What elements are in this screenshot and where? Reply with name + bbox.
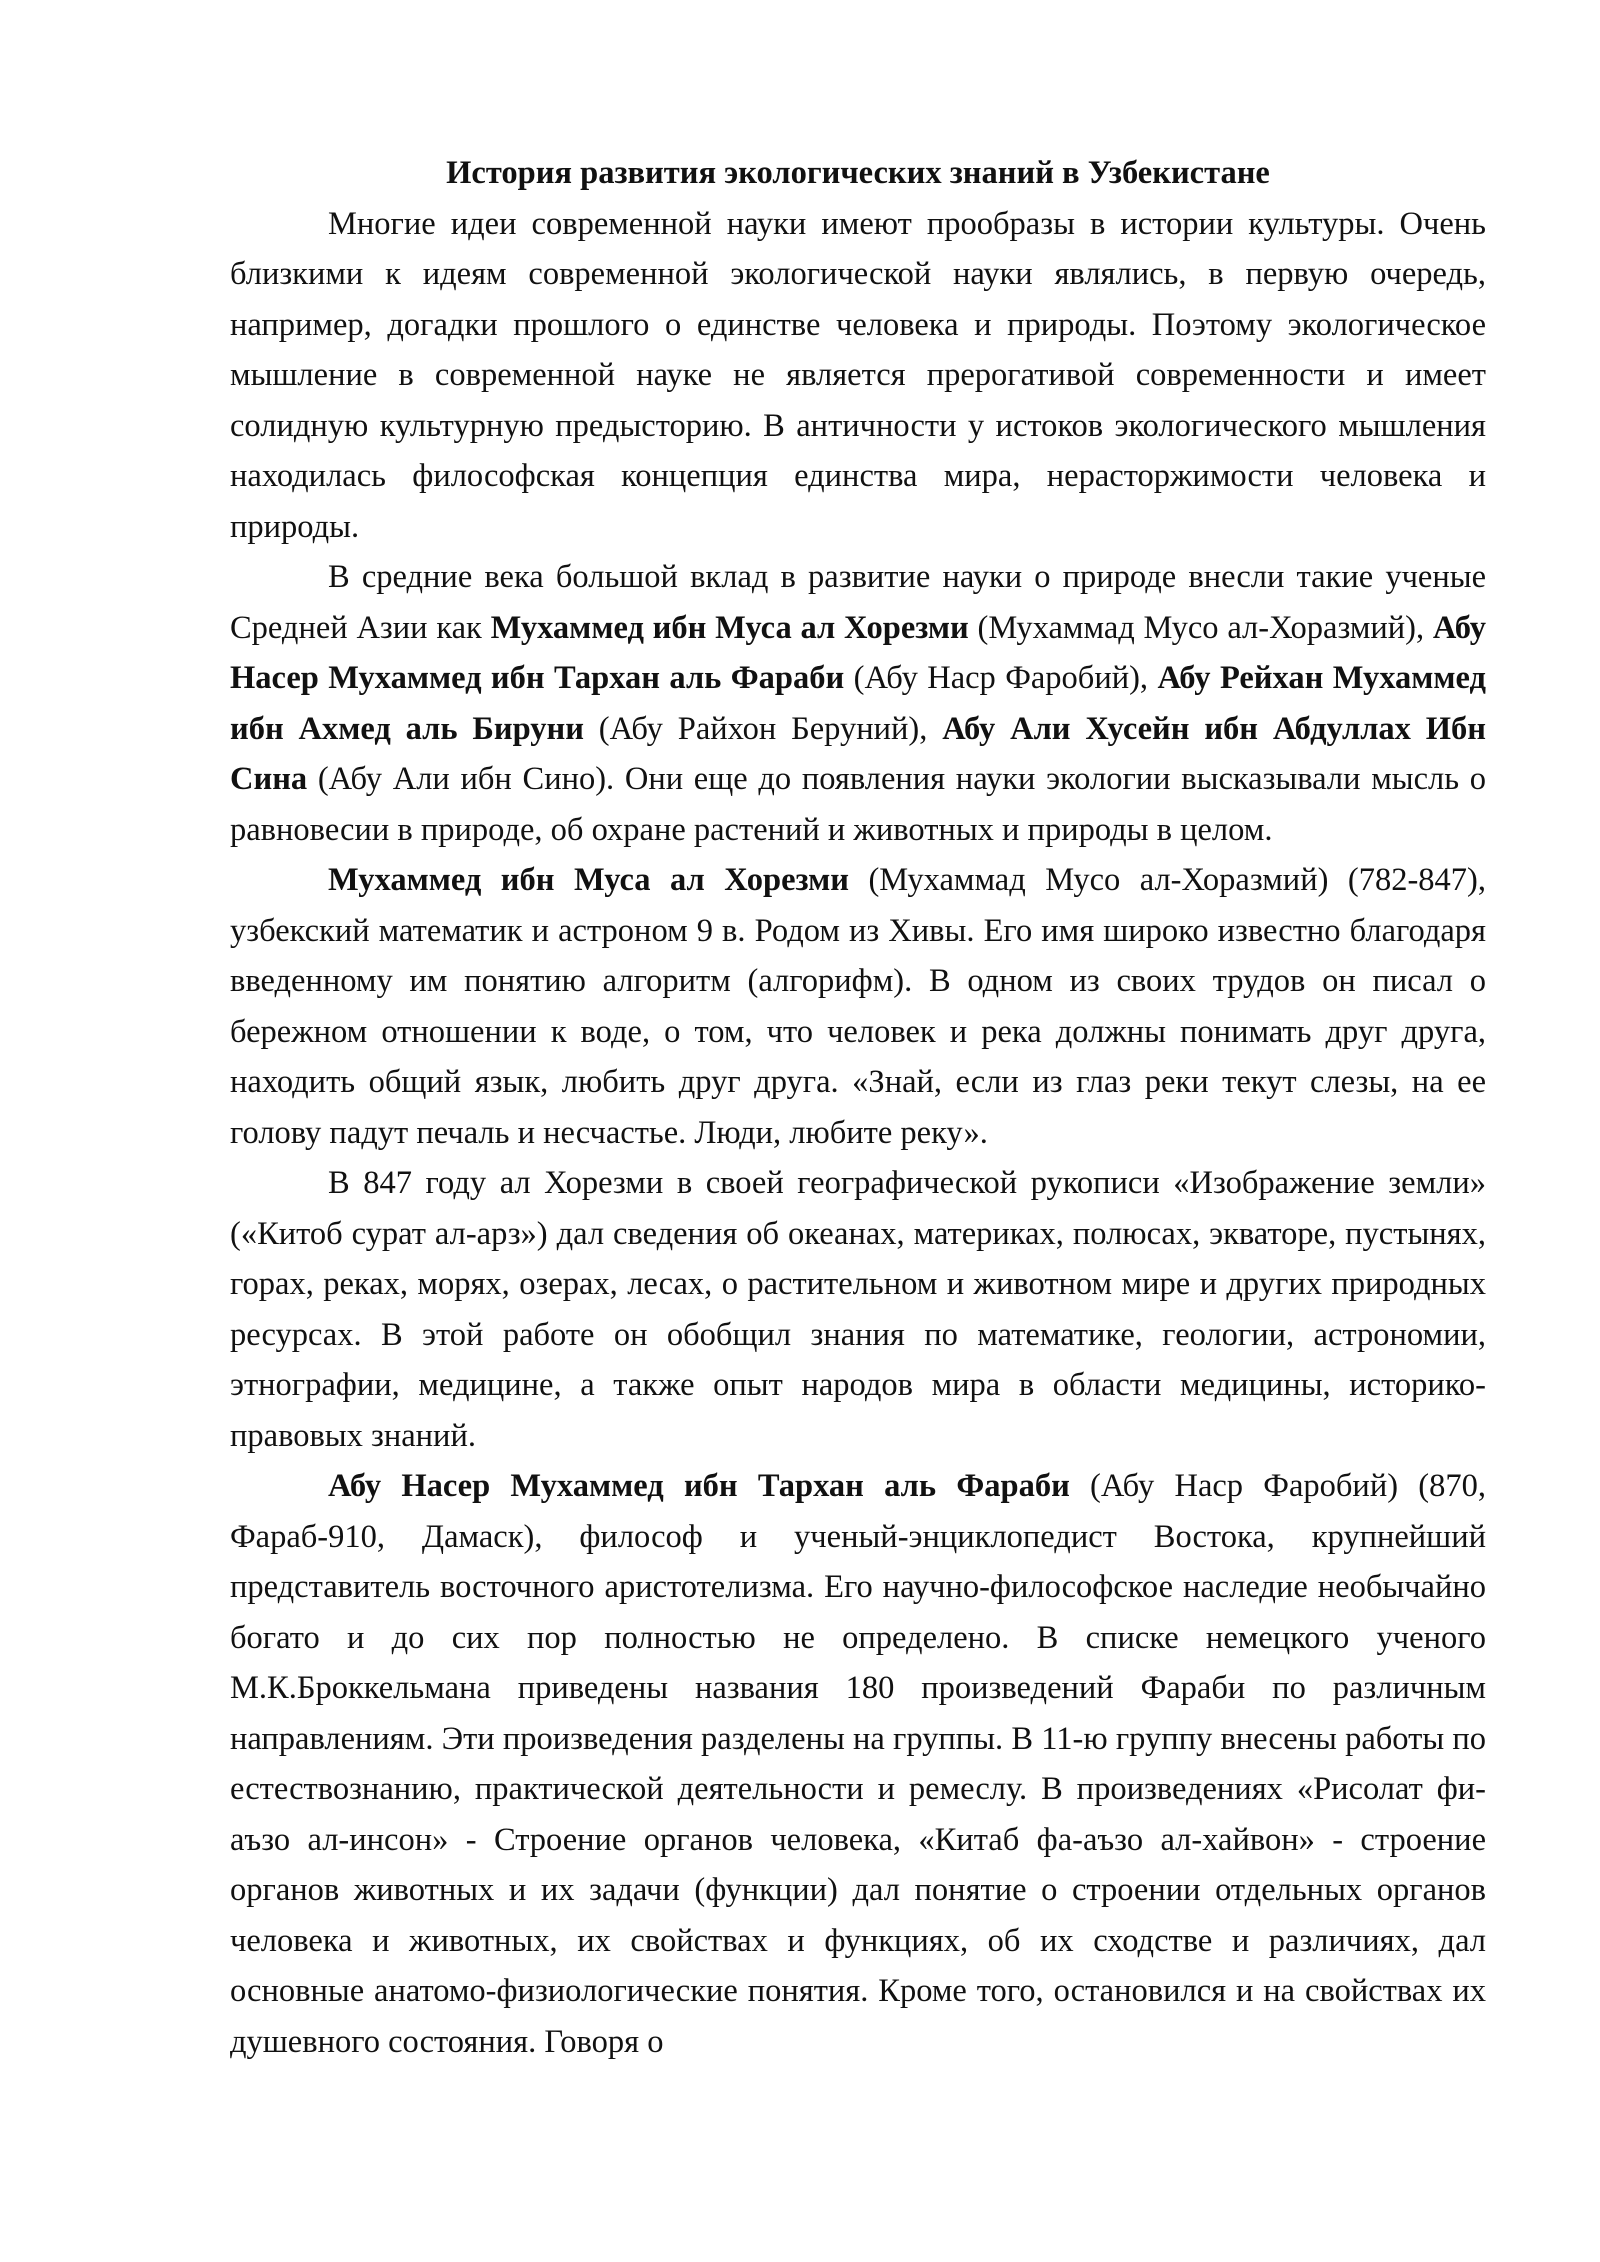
- bold-name: Абу Насер Мухаммед ибн Тархан аль Фараби: [230, 609, 1486, 696]
- text-run: Многие идеи современной науки имеют прообразы в истории культуры. Очень близкими к идеям современной экологической науки являлись, в первую очередь, например, догадки прошлого о единстве человека и природы. Поэтому экологическое мышление в современной науке не является прерогативой современности и имеет солидную культурную предысторию. В античности у истоков экологического мышления находилась философская концепция единства мира, нерасторжимости человека и природы.: [230, 205, 1486, 545]
- paragraph: [230, 855, 1486, 1158]
- paragraph: [230, 1158, 1486, 1461]
- paragraph: [230, 199, 1486, 553]
- text-run: В средние века большой вклад в развитие науки о природе внесли такие ученые Средней Азии как: [230, 559, 1486, 646]
- text-run: (Мухаммад Мусо ал-Хоразмий),: [968, 609, 1433, 646]
- bold-name: Мухаммед ибн Муса ал Хорезми: [328, 862, 849, 898]
- text-run: (Мухаммад Мусо ал-Хоразмий) (782-847), узбекский математик и астроном 9 в. Родом из Хивы. Его имя широко известно благодаря введенному им понятию алгоритм (алгорифм). В одном из своих трудов он писал о бережном отношении к воде, о том, что человек и река должны понимать друг друга, находить общий язык, любить друг друга. «Знай, если из глаз реки текут слезы, на ее голову падут печаль и несчастье. Люди, любите реку».: [230, 862, 1486, 1151]
- text-run: (Абу Райхон Беруний),: [583, 710, 943, 747]
- text-run: (Абу Наср Фаробий) (870, Фараб-910, Дамаск), философ и ученый-энциклопедист Востока, крупнейший представитель восточного аристотелизма. Его научно-философское наследие необычайно богато и до сих пор полностью не определено. В списке немецкого ученого М.К.Броккельмана приведены названия 180 произведений Фараби по различным направлениям. Эти произведения разделены на группы. В 11-ю группу внесены работы по естествознанию, практической деятельности и ремеслу. В произведениях «Рисолат фи-аъзо ал-инсон» - Строение органов человека, «Китаб фа-аъзо ал-хайвон» - строение органов животных и их задачи (функции) дал понятие о строении отдельных органов человека и животных, их свойствах и функциях, об их сходстве и различиях, дал основные анатомо-физиологические понятия. Кроме того, остановился и на свойствах их душевного состояния. Говоря о: [230, 1468, 1486, 2060]
- document-body: [230, 148, 1486, 2067]
- text-run: (Абу Али ибн Сино). Они еще до появления науки экологии высказывали мысль о равновесии в природе, об охране растений и животных и природы в целом.: [230, 761, 1486, 848]
- paragraph: [230, 552, 1486, 855]
- bold-name: Абу Насер Мухаммед ибн Тархан аль Фараби: [328, 1468, 1070, 1504]
- bold-name: Абу Али Хусейн ибн Абдуллах Ибн Сина: [230, 710, 1486, 797]
- text-run: В 847 году ал Хорезми в своей географической рукописи «Изображение земли» («Китоб сурат ал-арз») дал сведения об океанах, материках, полюсах, экваторе, пустынях, горах, реках, морях, озерах, лесах, о растительном и животном мире и других природных ресурсах. В этой работе он обобщил знания по математике, геологии, астрономии, этнографии, медицине, а также опыт народов мира в области медицины, историко-правовых знаний.: [230, 1165, 1486, 1454]
- document-title: История развития экологических знаний в Узбекистане: [446, 155, 1270, 191]
- bold-name: Абу Рейхан Мухаммед ибн Ахмед аль Бируни: [230, 660, 1486, 747]
- bold-name: Мухаммед ибн Муса ал Хорезми: [490, 609, 969, 646]
- text-run: (Абу Наср Фаробий),: [844, 660, 1158, 696]
- paragraph-list: [230, 199, 1486, 2068]
- paragraph: [230, 1461, 1486, 2067]
